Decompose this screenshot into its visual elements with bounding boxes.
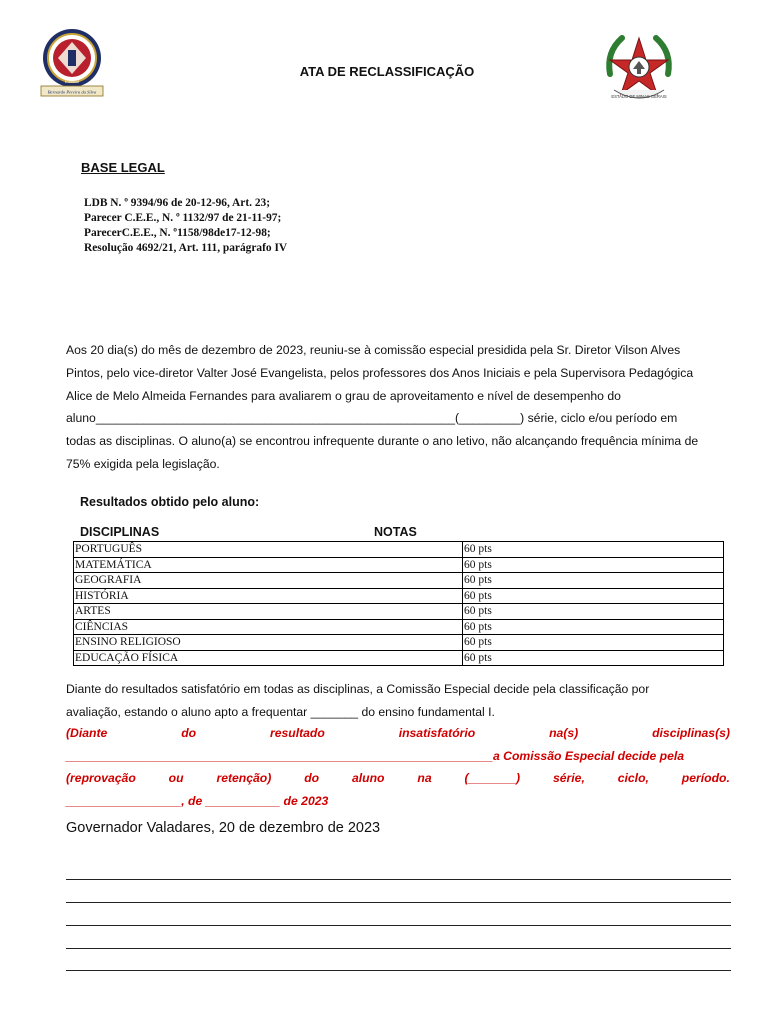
base-legal-heading: BASE LEGAL xyxy=(81,160,165,175)
paragraph-line: 75% exigida pela legislação. xyxy=(66,456,220,471)
table-row xyxy=(74,650,724,666)
subject-cell: MATEMÁTICA xyxy=(74,557,463,573)
grade-cell: 60 pts xyxy=(463,573,724,589)
red-line: (reprovação ou retenção) do aluno na (_______) série, ciclo, período. xyxy=(66,771,730,785)
svg-text:Estadual: Estadual xyxy=(64,79,80,84)
grade-cell: 60 pts xyxy=(463,588,724,604)
legal-reference: LDB N. º 9394/96 de 20-12-96, Art. 23; xyxy=(84,197,270,209)
svg-text:ESTADO DE MINAS GERAIS: ESTADO DE MINAS GERAIS xyxy=(611,94,667,99)
legal-reference: Resolução 4692/21, Art. 111, parágrafo IV xyxy=(84,242,288,254)
state-coat-of-arms xyxy=(600,30,678,108)
student-name-blank-line: aluno_____________________________________________________(_________) série, ciclo e/ou período em xyxy=(66,411,678,426)
column-header-notas: NOTAS xyxy=(374,525,417,539)
red-line: _______________________________________________________________a Comissão Especial decide pela xyxy=(66,748,685,763)
legal-reference: ParecerC.E.E., N. º1158/98de17-12-98; xyxy=(84,227,271,239)
paragraph-line: Diante do resultados satisfatório em todas as disciplinas, a Comissão Especial decide pela classificação por xyxy=(66,682,650,696)
subject-cell: PORTUGUÊS xyxy=(74,542,463,558)
svg-text:Bernardo Pereira da Silva: Bernardo Pereira da Silva xyxy=(47,89,97,95)
paragraph-line: Alice de Melo Almeida Fernandes para avaliarem o grau de aproveitamento e nível de desempenho do xyxy=(66,388,621,403)
table-row xyxy=(74,619,724,635)
grade-cell: 60 pts xyxy=(463,604,724,620)
grades-table xyxy=(73,541,724,666)
paragraph-line: Aos 20 dia(s) do mês de dezembro de 2023, reuniu-se à comissão especial presidida pela Sr. Diretor Vilson Alves xyxy=(66,343,681,357)
signature-line xyxy=(66,948,731,949)
svg-text:Escola: Escola xyxy=(66,35,78,40)
legal-reference: Parecer C.E.E., N. º 1132/97 de 21-11-97; xyxy=(84,212,282,224)
table-row xyxy=(74,573,724,589)
subject-cell: GEOGRAFIA xyxy=(74,573,463,589)
decision-paragraph xyxy=(66,678,730,723)
column-header-disciplinas: DISCIPLINAS xyxy=(80,525,160,539)
table-row xyxy=(74,557,724,573)
table-row xyxy=(74,542,724,558)
paragraph-line: avaliação, estando o aluno apto a frequentar _______ do ensino fundamental I. xyxy=(66,704,495,719)
grade-cell: 60 pts xyxy=(463,635,724,651)
page-title: ATA DE RECLASSIFICAÇÃO xyxy=(299,64,475,79)
paragraph-line: Pintos, pelo vice-diretor Valter José Evangelista, pelos professores dos Anos Iniciais e pela Supervisora Pedagógica xyxy=(66,365,694,380)
signature-line xyxy=(66,925,731,926)
grade-cell: 60 pts xyxy=(463,650,724,666)
subject-cell: ENSINO RELIGIOSO xyxy=(74,635,463,651)
table-row xyxy=(74,604,724,620)
meeting-paragraph xyxy=(66,339,730,476)
red-line: (Diante do resultado insatisfatório na(s) disciplinas(s) xyxy=(66,726,730,740)
subject-cell: CIÊNCIAS xyxy=(74,619,463,635)
subject-cell: HISTÓRIA xyxy=(74,588,463,604)
subject-cell: ARTES xyxy=(74,604,463,620)
legal-references xyxy=(84,196,287,256)
red-line: _________________, de ___________ de 2023 xyxy=(66,793,329,808)
table-row xyxy=(74,635,724,651)
signature-line xyxy=(66,970,731,971)
results-title: Resultados obtido pelo aluno: xyxy=(80,495,260,509)
grade-cell: 60 pts xyxy=(463,557,724,573)
unsatisfactory-result-block xyxy=(66,722,730,812)
grade-cell: 60 pts xyxy=(463,619,724,635)
signature-line xyxy=(66,879,731,880)
place-and-date: Governador Valadares, 20 de dezembro de 2023 xyxy=(66,820,381,836)
table-row xyxy=(74,588,724,604)
signature-line xyxy=(66,902,731,903)
subject-cell: EDUCAÇÃO FÍSICA xyxy=(74,650,463,666)
grade-cell: 60 pts xyxy=(463,542,724,558)
paragraph-line: todas as disciplinas. O aluno(a) se encontrou infrequente durante o ano letivo, não alcançando frequência mínima de xyxy=(66,434,699,449)
